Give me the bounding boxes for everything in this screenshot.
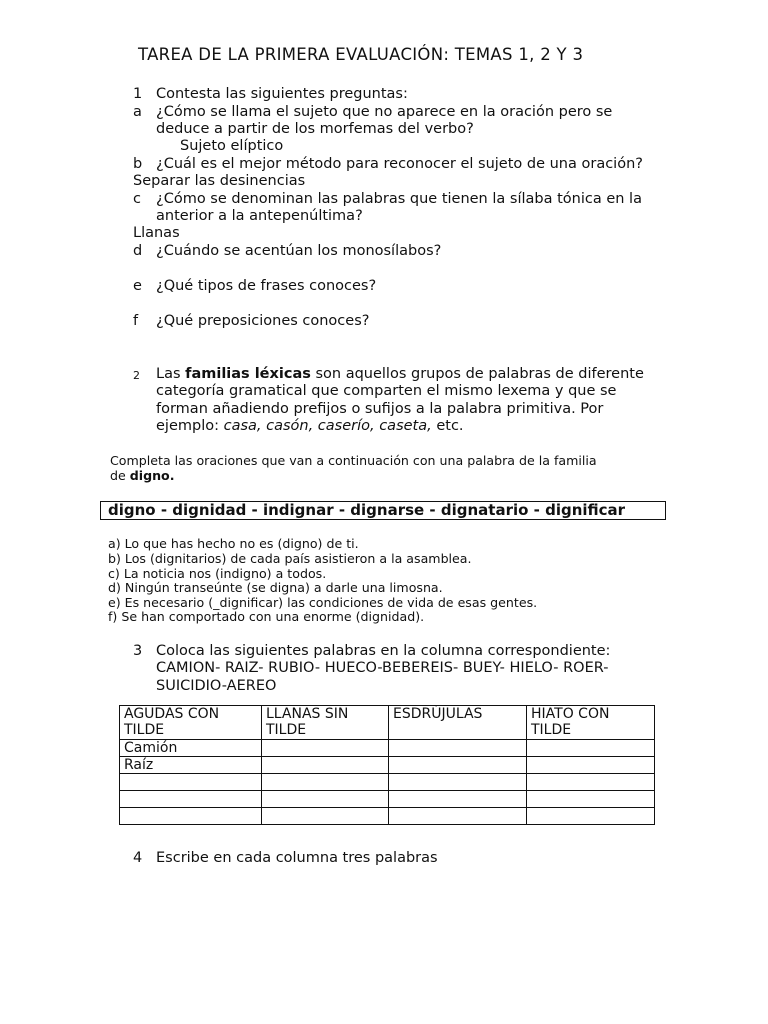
sentence: f) Se han comportado con una enorme (dignidad). [108,609,425,624]
table-row [120,791,655,808]
table-header: HIATO CON TILDE [527,706,655,740]
table-header-row [120,706,655,740]
sentence: d) Ningún transeúnte (se digna) a darle una limosna. [108,580,443,595]
sentence: b) Los (dignitarios) de cada país asistieron a la asamblea. [108,551,472,566]
sentence: a) Lo que has hecho no es (digno) de ti. [108,536,359,551]
question-number: 3 [133,643,143,659]
table-cell[interactable] [389,808,527,825]
table-cell[interactable]: Camión [120,740,262,757]
table-row [120,740,655,757]
instruction-line: de digno. [110,468,175,483]
item-question: ¿Cómo se llama el sujeto que no aparece en la oración pero se [156,104,613,120]
question-text: Coloca las siguientes palabras en la columna correspondiente: [156,643,611,659]
table-cell[interactable] [527,740,655,757]
question-number: 2 [133,369,140,382]
item-letter: e [133,278,142,294]
question-text: Contesta las siguientes preguntas: [156,86,408,102]
sentence: c) La noticia nos (indigno) a todos. [108,566,327,581]
table-cell[interactable] [262,740,389,757]
item-answer: Separar las desinencias [133,173,306,189]
table-cell[interactable] [389,791,527,808]
question-number: 4 [133,850,143,866]
paragraph-line: Las familias léxicas son aquellos grupos de palabras de diferente [156,366,644,382]
table-header: LLANAS SIN TILDE [262,706,389,740]
item-letter: b [133,156,143,172]
table-cell[interactable] [262,808,389,825]
table-cell[interactable] [120,774,262,791]
bold-term: familias léxicas [185,366,311,382]
word-list: CAMION- RAIZ- RUBIO- HUECO-BEBEREIS- BUEY- HIELO- ROER- [156,660,609,676]
table-cell[interactable]: Raíz [120,757,262,774]
item-answer: Llanas [133,225,180,241]
item-question: ¿Cuándo se acentúan los monosílabos? [156,243,442,259]
table-cell[interactable] [527,808,655,825]
table-cell[interactable] [120,808,262,825]
table-row [120,774,655,791]
table-row [120,757,655,774]
item-letter: f [133,313,139,329]
table-row [120,808,655,825]
table-cell[interactable] [120,791,262,808]
item-question: ¿Qué tipos de frases conoces? [156,278,377,294]
table-cell[interactable] [389,740,527,757]
table-cell[interactable] [527,757,655,774]
paragraph-line: categoría gramatical que comparten el mismo lexema y que se [156,383,617,399]
item-letter: d [133,243,143,259]
table-header: ESDRÚJULAS [389,706,527,740]
item-letter: a [133,104,142,120]
classification-table [119,705,655,825]
table-cell[interactable] [527,791,655,808]
sentence: e) Es necesario (_dignificar) las condiciones de vida de esas gentes. [108,595,538,610]
item-answer: Sujeto elíptico [180,138,284,154]
table-header: AGUDAS CON TILDE [120,706,262,740]
table-cell[interactable] [262,774,389,791]
table-cell[interactable] [262,757,389,774]
item-question: ¿Cómo se denominan las palabras que tienen la sílaba tónica en la [156,191,642,207]
table-cell[interactable] [262,791,389,808]
table-cell[interactable] [389,774,527,791]
table-cell[interactable] [389,757,527,774]
instruction-line: Completa las oraciones que van a continuación con una palabra de la familia [110,453,597,468]
table-cell[interactable] [527,774,655,791]
question-text: Escribe en cada columna tres palabras [156,850,438,866]
paragraph-line: forman añadiendo prefijos o sufijos a la palabra primitiva. Por [156,401,604,417]
word-family-box: digno - dignidad - indignar - dignarse - dignatario - dignificar [100,501,666,520]
item-question: ¿Cuál es el mejor método para reconocer el sujeto de una oración? [156,156,643,172]
word-list: SUICIDIO-AEREO [156,678,277,694]
item-question: anterior a la antepenúltima? [156,208,363,224]
page-title: TAREA DE LA PRIMERA EVALUACIÓN: TEMAS 1, 2 Y 3 [138,45,584,64]
paragraph-line: ejemplo: casa, casón, caserío, caseta, etc. [156,418,464,434]
item-question: ¿Qué preposiciones conoces? [156,313,370,329]
item-question: deduce a partir de los morfemas del verbo? [156,121,474,137]
item-letter: c [133,191,141,207]
question-number: 1 [133,86,143,102]
